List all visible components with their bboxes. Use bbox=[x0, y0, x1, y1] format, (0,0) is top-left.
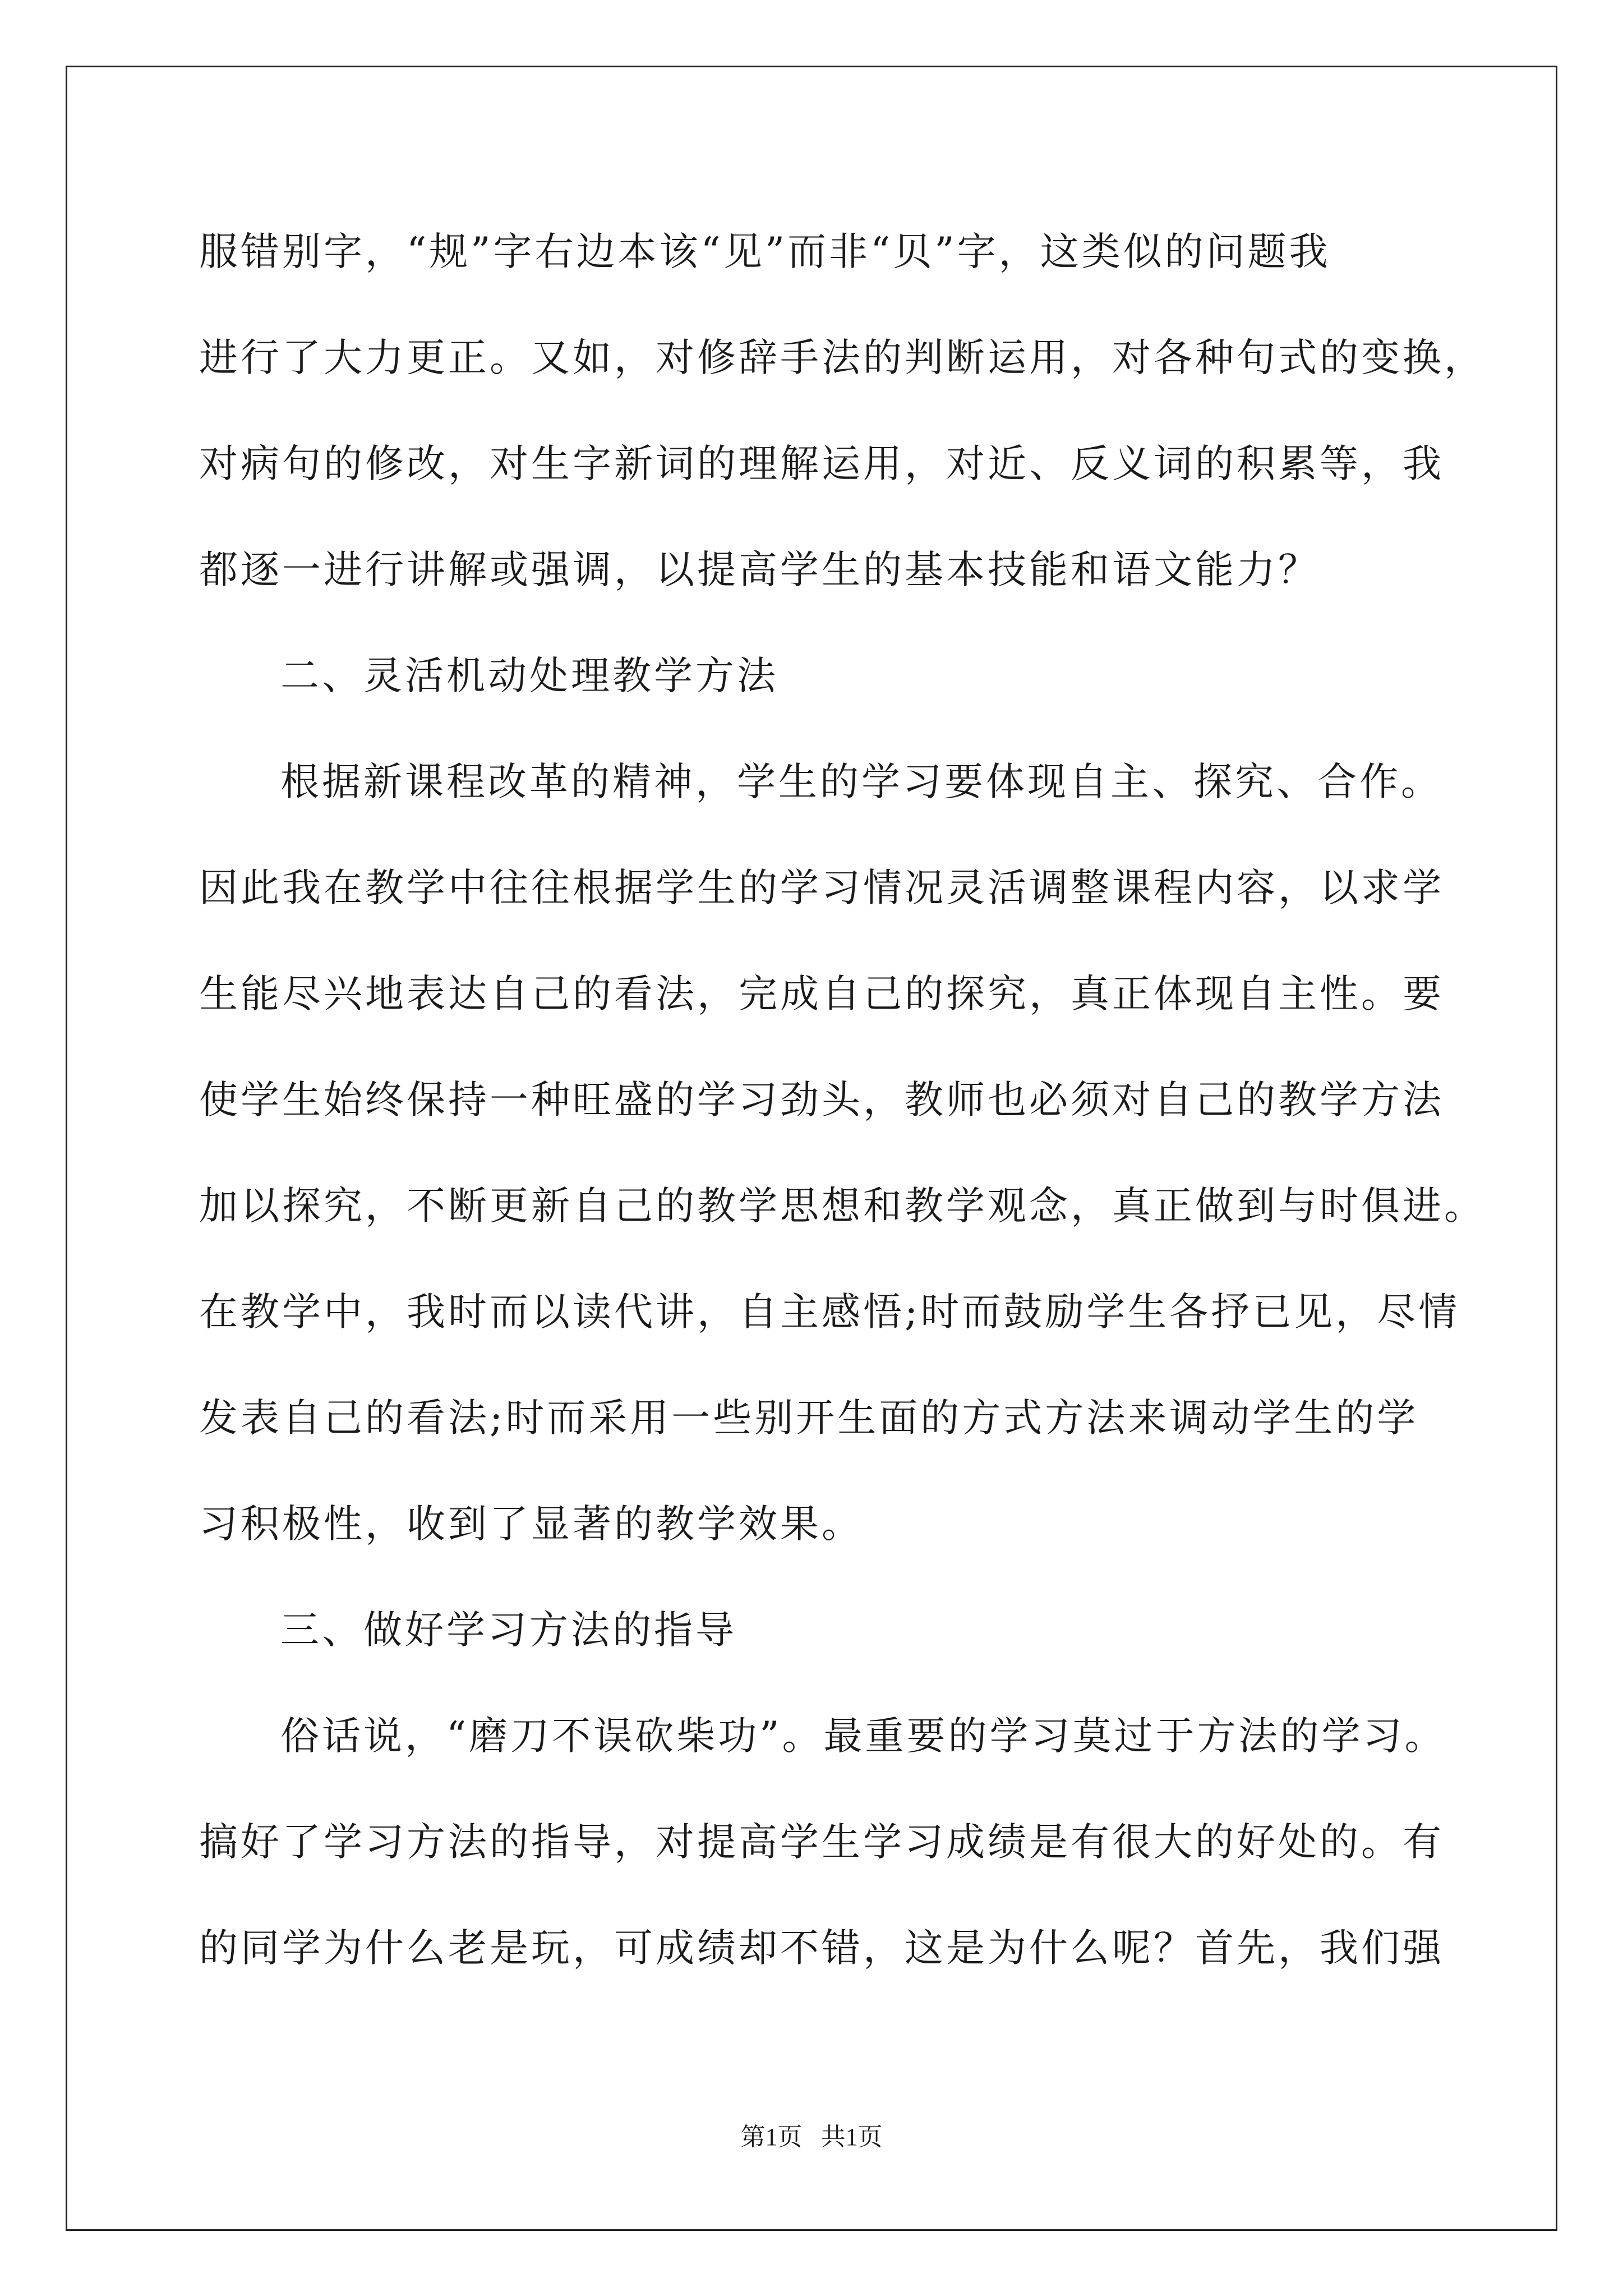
paragraph-line: 使学生始终保持一种旺盛的学习劲头，教师也必须对自己的教学方法 bbox=[199, 1078, 1444, 1122]
paragraph-line: 搞好了学习方法的指导，对提高学生学习成绩是有很大的好处的。有 bbox=[199, 1820, 1444, 1865]
section-heading: 二、灵活机动处理教学方法 bbox=[280, 654, 778, 698]
paragraph-line: 服错别字，“规”字右边本该“见”而非“贝”字，这类似的问题我 bbox=[199, 229, 1331, 274]
page-total: 共1页 bbox=[820, 2123, 883, 2151]
paragraph-line: 进行了大力更正。又如，对修辞手法的判断运用，对各种句式的变换， bbox=[199, 335, 1486, 380]
section-heading: 三、做好学习方法的指导 bbox=[280, 1608, 737, 1653]
paragraph-line: 习积极性，收到了显著的教学效果。 bbox=[199, 1502, 863, 1547]
paragraph-line: 根据新课程改革的精神，学生的学习要体现自主、探究、合作。 bbox=[280, 760, 1442, 804]
paragraph-line: 俗话说，“磨刀不误砍柴功”。最重要的学习莫过于方法的学习。 bbox=[280, 1714, 1446, 1759]
paragraph-line: 都逐一进行讲解或强调，以提高学生的基本技能和语文能力？ bbox=[199, 547, 1320, 592]
page-number: 第1页 bbox=[740, 2123, 803, 2151]
paragraph-line: 生能尽兴地表达自己的看法，完成自己的探究，真正体现自主性。要 bbox=[199, 972, 1444, 1016]
paragraph-line: 对病句的修改，对生字新词的理解运用，对近、反义词的积累等，我 bbox=[199, 441, 1444, 486]
paragraph-line: 发表自己的看法;时而采用一些别开生面的方式方法来调动学生的学 bbox=[199, 1396, 1419, 1441]
page-border bbox=[66, 66, 1557, 2231]
paragraph-line: 因此我在教学中往往根据学生的学习情况灵活调整课程内容，以求学 bbox=[199, 866, 1444, 910]
paragraph-line: 在教学中，我时而以读代讲，自主感悟;时而鼓励学生各抒已见，尽情 bbox=[199, 1290, 1460, 1335]
page-footer bbox=[0, 2125, 1623, 2150]
paragraph-line: 加以探究，不断更新自己的教学思想和教学观念，真正做到与时俱进。 bbox=[199, 1184, 1486, 1228]
paragraph-line: 的同学为什么老是玩，可成绩却不错，这是为什么呢？首先，我们强 bbox=[199, 1926, 1444, 1971]
